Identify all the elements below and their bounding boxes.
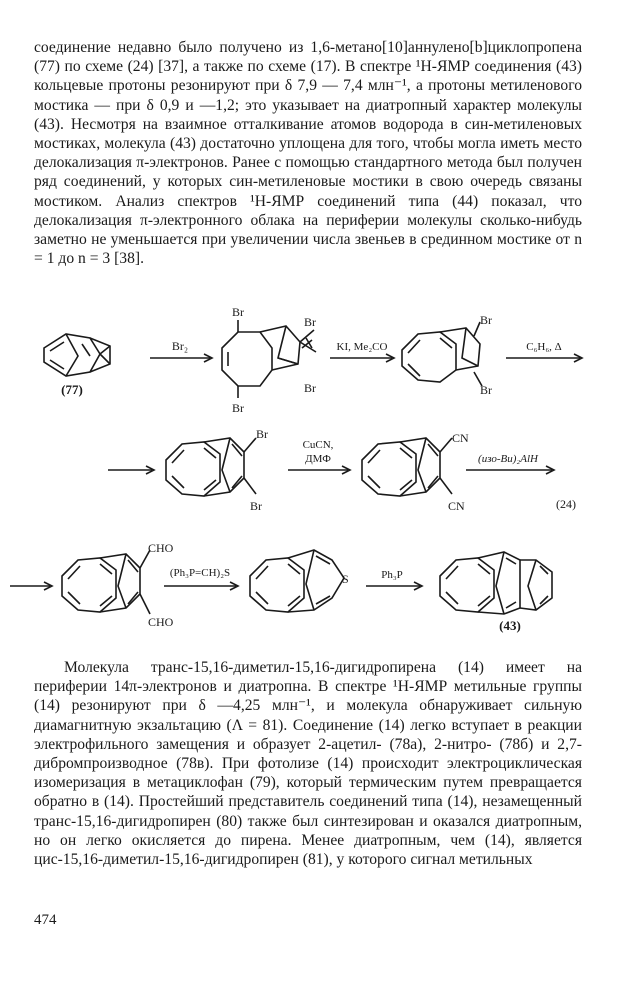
br-label-7: Br <box>256 427 268 441</box>
br-label-2: Br <box>232 401 244 415</box>
compound-43-structure <box>440 552 552 614</box>
cho-label-2: CHO <box>148 615 174 629</box>
dibromide-structure <box>222 320 316 398</box>
reagent-2: KI, Me₂CO <box>336 341 388 353</box>
br-label-6: Br <box>480 383 492 397</box>
arrow-3 <box>506 354 582 362</box>
cn-label-2: CN <box>448 499 465 513</box>
br-label-5: Br <box>480 313 492 327</box>
alkene-bromide-structure <box>402 322 482 386</box>
reagent-1: Br₂ <box>171 339 189 353</box>
reagent-4-line2: ДМФ <box>305 453 331 465</box>
dialdehyde-structure <box>62 550 150 614</box>
paragraph-bottom: Молекула транс-15,16-диметил-15,16-дигидропирена (14) имеет на периферии 14π-электронов и диатропна. В спектре ¹H-ЯМР метильные группы (14) резонируют при δ —4,25 млн⁻¹, и молекула обнаруживает сильную диамагнитную экзальтацию (Λ = 81). Соединение (14) легко вступает в реакции электрофильного замещения и образует 2-ацетил- (78а), 2-нитро- (78б) и 2,7-дибромпроизводное (78в). При фотолизе (14) происходит электроциклическая изомеризация в метациклофан (79), который термическим путем превращается обратно в (14). Простейший представитель соединений типа (14), незамещенный транс-15,16-дигидропирен (80) также был синтезирован и оказался диатропным, но он легко окисляется до пирена. Менее диатропным, чем (14), является цис-15,16-диметил-15,16-дигидропирен (81), у которого сигнал метильных <box>34 659 582 869</box>
arrow-5 <box>288 466 350 474</box>
dibromo-tetraene-structure <box>166 438 256 496</box>
arrow-6 <box>466 466 554 474</box>
br-label-8: Br <box>250 499 262 513</box>
reagent-6: (Ph₃P=CH)₂S <box>169 567 231 579</box>
thiepine-structure <box>250 550 344 612</box>
reaction-scheme-24 <box>0 298 629 643</box>
scheme-number: (24) <box>556 497 576 511</box>
page-number: 474 <box>34 912 57 928</box>
reagent-3: C₆H₆, Δ <box>526 341 562 353</box>
compound-77-structure <box>44 334 110 376</box>
arrow-8 <box>164 582 238 590</box>
paragraph-top: соединение недавно было получено из 1,6-метано[10]аннулено[b]циклопропена (77) по схеме (24) [37], а также по схеме (17). В спектре ¹H-ЯМР соединения (43) кольцевые протоны резонируют при δ 7,9 — 7,4 млн⁻¹, а протоны метиленового мостика — при δ 0,9 и —1,2; это указывает на диатропный характер молекулы (43). Несмотря на взаимное отталкивание атомов водорода в син-метиленовых мостиках, молекула (43) достаточно уплощена для того, чтобы могла иметь место делокализация π-электронов. Ранее с помощью стандартного метода был получен ряд соединений, у которых син-метиленовые мостики в свою очередь связаны мостиком. Анализ спектров ¹H-ЯМР соединений типа (44) показал, что делокализация π-электронного облака на периферии молекулы сколько-нибудь заметно не уменьшается при увеличении числа звеньев в срединном мостике от n = 1 до n = 3 [38]. <box>34 39 582 268</box>
arrow-4 <box>108 466 154 474</box>
cho-label-1: CHO <box>148 541 174 555</box>
reagent-7: Ph₃P <box>381 569 403 581</box>
arrow-1 <box>150 354 212 362</box>
arrow-7 <box>10 582 52 590</box>
br-label-4: Br <box>304 381 316 395</box>
compound-77-label: (77) <box>61 382 83 397</box>
dinitrile-structure <box>362 438 452 496</box>
reagent-4-line1: CuCN, <box>302 439 334 451</box>
cn-label-1: CN <box>452 431 469 445</box>
compound-43-label: (43) <box>499 618 521 633</box>
arrow-2 <box>330 354 394 362</box>
sulfur-label: S <box>342 572 349 586</box>
arrow-9 <box>366 582 422 590</box>
br-label-3: Br <box>304 315 316 329</box>
reagent-5: (изо-Bu)₂AlH <box>478 453 538 465</box>
br-label-1: Br <box>232 305 244 319</box>
